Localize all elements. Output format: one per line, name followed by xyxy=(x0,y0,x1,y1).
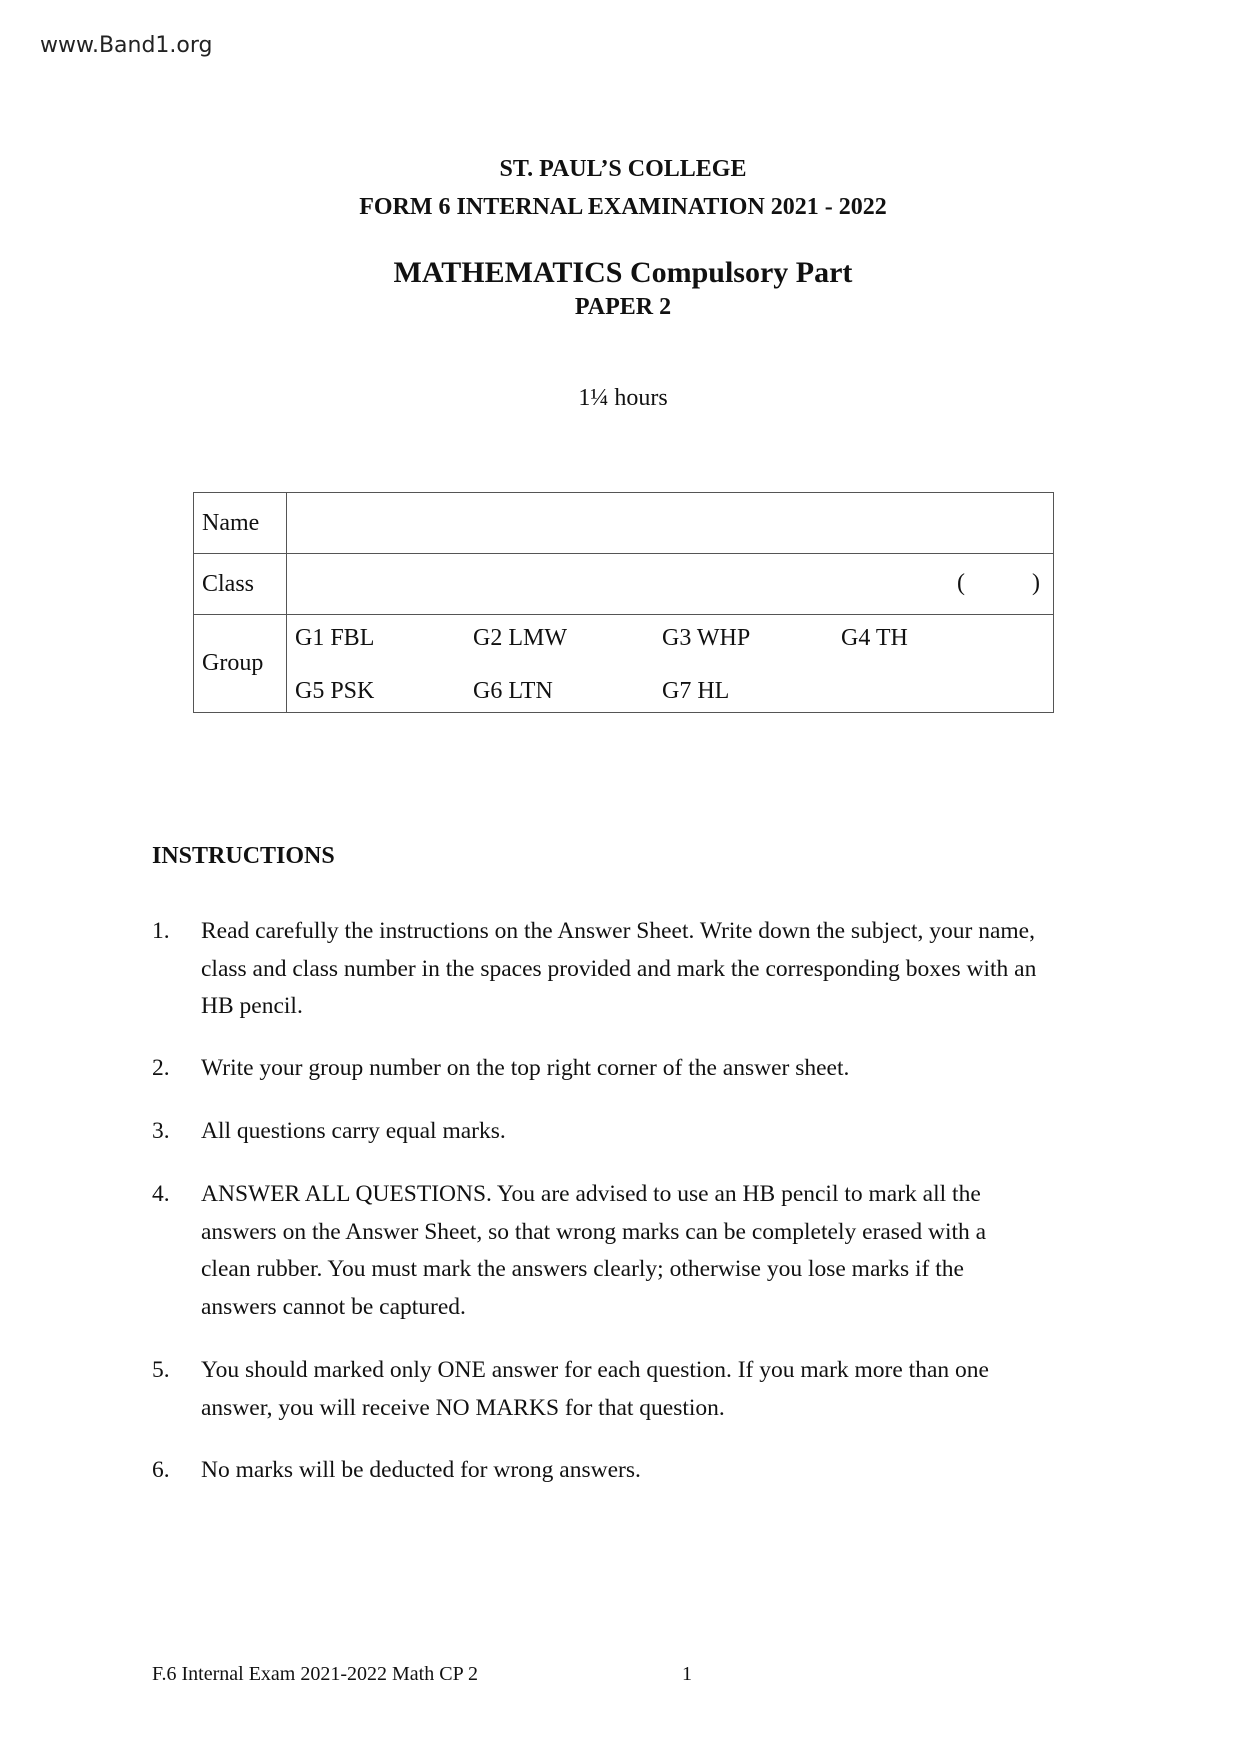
group-option: G2 LMW xyxy=(473,625,567,651)
instructions-heading: INSTRUCTIONS xyxy=(152,843,335,869)
instruction-number: 2. xyxy=(152,1055,170,1081)
instruction-text: Read carefully the instructions on the Answer Sheet. Write down the subject, your name, xyxy=(201,918,1035,944)
page-number: 1 xyxy=(682,1663,692,1685)
group-option: G5 PSK xyxy=(295,678,375,704)
subject-title: MATHEMATICS Compulsory Part xyxy=(393,256,853,289)
group-option: G7 HL xyxy=(662,678,730,704)
instruction-text: Write your group number on the top right corner of the answer sheet. xyxy=(201,1055,850,1081)
name-label: Name xyxy=(194,493,287,554)
class-number-close: ) xyxy=(1032,570,1040,596)
instruction-text: HB pencil. xyxy=(201,993,303,1019)
group-option: G3 WHP xyxy=(662,625,751,651)
instruction-text: No marks will be deducted for wrong answers. xyxy=(201,1457,641,1483)
group-option: G6 LTN xyxy=(473,678,553,704)
group-label: Group xyxy=(194,615,287,713)
instruction-text: class and class number in the spaces provided and mark the corresponding boxes with an xyxy=(201,955,1037,982)
class-label: Class xyxy=(194,554,287,615)
instruction-number: 3. xyxy=(152,1118,170,1144)
instruction-text: clean rubber. You must mark the answers clearly; otherwise you lose marks if the xyxy=(201,1256,964,1282)
instruction-text: answers cannot be captured. xyxy=(201,1293,466,1320)
instruction-text: You should marked only ONE answer for each question. If you mark more than one xyxy=(201,1357,989,1383)
class-number-open: ( xyxy=(957,570,965,596)
instruction-number: 6. xyxy=(152,1457,170,1483)
class-field[interactable] xyxy=(287,554,1054,615)
watermark: www.Band1.org xyxy=(40,33,213,58)
instruction-text: All questions carry equal marks. xyxy=(201,1118,506,1144)
instruction-text: answer, you will receive NO MARKS for that question. xyxy=(201,1394,725,1421)
group-options xyxy=(287,615,1054,713)
name-field[interactable] xyxy=(287,493,1054,554)
instruction-number: 5. xyxy=(152,1357,170,1383)
instruction-text: ANSWER ALL QUESTIONS. You are advised to use an HB pencil to mark all the xyxy=(201,1181,981,1207)
footer-text: F.6 Internal Exam 2021-2022 Math CP 2 xyxy=(152,1663,478,1685)
instruction-number: 4. xyxy=(152,1181,170,1207)
group-option: G4 TH xyxy=(841,625,908,651)
paper-title: PAPER 2 xyxy=(574,294,672,320)
duration: 1¼ hours xyxy=(578,385,668,411)
instruction-number: 1. xyxy=(152,918,170,944)
instruction-text: answers on the Answer Sheet, so that wrong marks can be completely erased with a xyxy=(201,1218,987,1245)
exam-title: FORM 6 INTERNAL EXAMINATION 2021 - 2022 xyxy=(359,194,887,220)
candidate-info-table xyxy=(193,492,1054,713)
school-name: ST. PAUL’S COLLEGE xyxy=(499,156,747,182)
group-option: G1 FBL xyxy=(295,625,375,651)
